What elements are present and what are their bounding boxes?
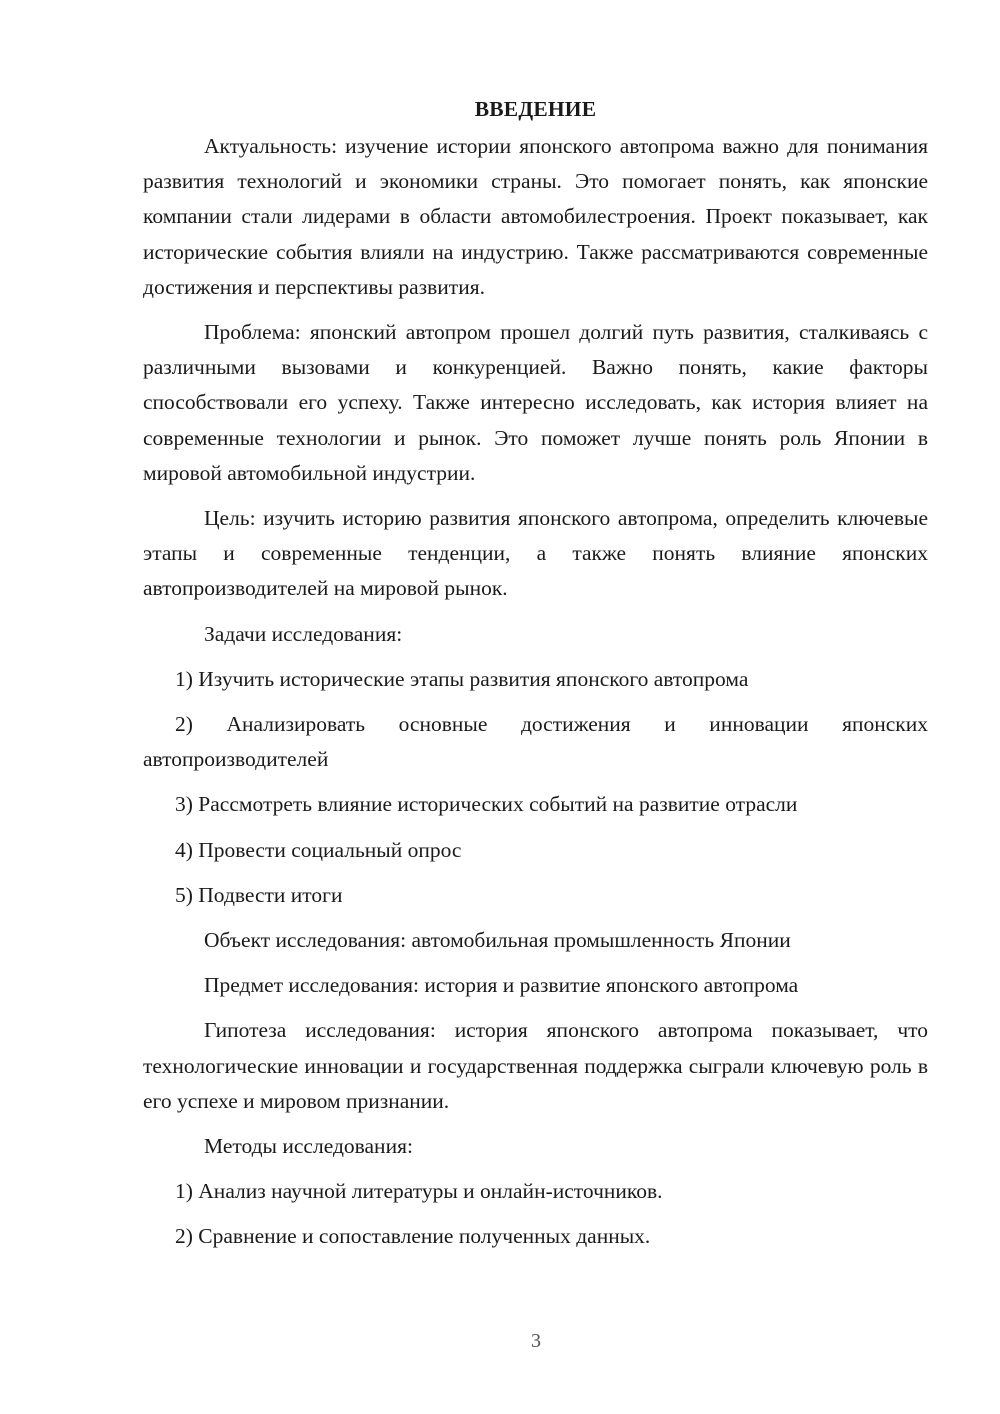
page-content (143, 92, 928, 1265)
hypothesis-paragraph: Гипотеза исследования: история японского автопрома показывает, что технологические инновации и государственная поддержка сыграли ключевую роль в его успехе и мировом признании. (143, 1018, 928, 1113)
page-number: 3 (531, 1330, 541, 1352)
goal-paragraph: Цель: изучить историю развития японского автопрома, определить ключевые этапы и современные тенденции, а также понять влияние японских автопроизводителей на мировой рынок. (143, 506, 928, 601)
task-item-3: 3) Рассмотреть влияние исторических событий на развитие отрасли (175, 792, 798, 817)
task-item-5: 5) Подвести итоги (175, 882, 343, 907)
methods-heading: Методы исследования: (204, 1134, 413, 1159)
page-title: ВВЕДЕНИЕ (474, 97, 597, 121)
object-line: Объект исследования: автомобильная промышленность Японии (204, 928, 791, 953)
relevance-paragraph: Актуальность: изучение истории японского автопрома важно для понимания развития технологий и экономики страны. Это помогает понять, как японские компании стали лидерами в области автомобилестроения. Проект показывает, как исторические события влияли на индустрию. Также рассматриваются современные достижения и перспективы развития. (143, 134, 928, 299)
subject-line: Предмет исследования: история и развитие японского автопрома (204, 973, 799, 998)
method-item-2: 2) Сравнение и сопоставление полученных данных. (175, 1224, 651, 1249)
task-item-4: 4) Провести социальный опрос (175, 837, 462, 862)
method-item-1: 1) Анализ научной литературы и онлайн-источников. (175, 1179, 663, 1204)
problem-paragraph: Проблема: японский автопром прошел долгий путь развития, сталкиваясь с различными вызовами и конкуренцией. Важно понять, какие факторы способствовали его успеху. Также интересно исследовать, как история влияет на современные технологии и рынок. Это поможет лучше понять роль Японии в мировой автомобильной индустрии. (143, 320, 928, 485)
task-item-1: 1) Изучить исторические этапы развития японского автопрома (175, 666, 749, 691)
task-item-2: 2) Анализировать основные достижения и инновации японских автопроизводителей (143, 712, 928, 772)
tasks-heading: Задачи исследования: (204, 621, 403, 646)
